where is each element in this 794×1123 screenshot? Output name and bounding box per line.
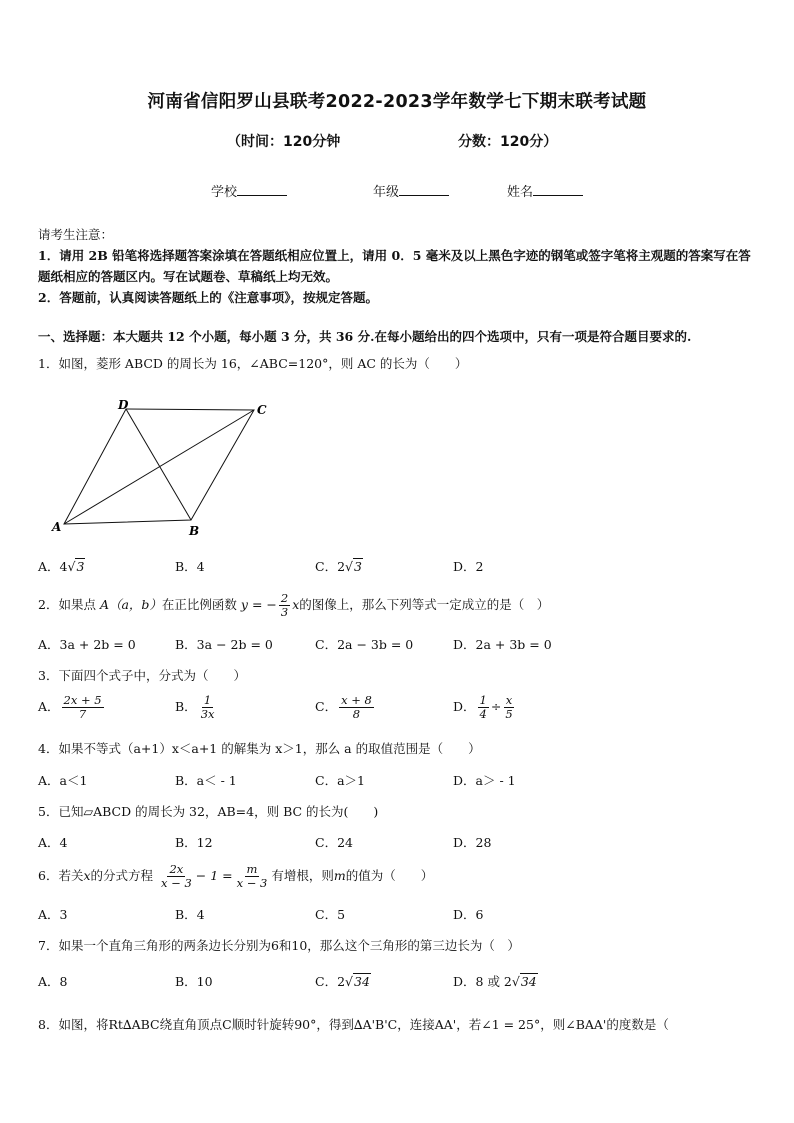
q1-option-c[interactable]: C．2√3 bbox=[315, 559, 362, 574]
q6-option-b[interactable]: B．4 bbox=[175, 907, 205, 922]
q1-option-d[interactable]: D．2 bbox=[453, 559, 484, 574]
page-title: 河南省信阳罗山县联考2022-2023学年数学七下期末联考试题 bbox=[147, 92, 647, 112]
q6-option-d[interactable]: D．6 bbox=[453, 907, 484, 922]
exam-score: 分数：120分） bbox=[458, 134, 558, 150]
q4-option-c[interactable]: C．a＞1 bbox=[315, 773, 365, 788]
q4-option-d[interactable]: D．a＞ - 1 bbox=[453, 773, 516, 788]
school-blank[interactable] bbox=[237, 183, 287, 196]
q6-stem: 6．若关x的分式方程 $\frac{2x}{x - 3}$ − 1 = $\frac{m}{x - 3}$ 有增根，则m的值为（ ） bbox=[38, 862, 434, 890]
name-label: 姓名 bbox=[507, 185, 534, 200]
label-d: D bbox=[118, 398, 129, 412]
q7-option-c[interactable]: C．2√34 bbox=[315, 974, 370, 989]
name-field bbox=[507, 181, 583, 200]
exam-time: （时间：120分钟 bbox=[227, 134, 341, 150]
notice-block bbox=[38, 224, 758, 308]
grade-blank[interactable] bbox=[399, 183, 449, 196]
name-blank[interactable] bbox=[533, 183, 583, 196]
q2-option-a[interactable]: A．3a + 2b = 0 bbox=[38, 637, 136, 652]
q2-option-b[interactable]: B．3a − 2b = 0 bbox=[175, 637, 273, 652]
q8-stem: 8．如图，将Rt∆ABC绕直角顶点C顺时针旋转90°，得到∆A'B'C，连接AA'，若∠1 = 25°，则∠BAA'的度数是（ bbox=[38, 1017, 669, 1032]
q5-option-c[interactable]: C．24 bbox=[315, 835, 353, 850]
notice-item-1: 1．请用 2B 铅笔将选择题答案涂填在答题纸相应位置上，请用 0．5 毫米及以上黑色字迹的钢笔或签字笔将主观题的答案写在答题纸相应的答题区内。写在试题卷、草稿纸上均无效。 bbox=[38, 248, 751, 284]
q7-option-d[interactable]: D．8 或 2√34 bbox=[453, 974, 537, 989]
grade-field bbox=[373, 181, 449, 200]
diagonal-ac bbox=[64, 410, 254, 524]
q2-option-c[interactable]: C．2a − 3b = 0 bbox=[315, 637, 414, 652]
q5-stem: 5．已知▱ABCD 的周长为 32，AB=4，则 BC 的长为( ) bbox=[38, 804, 379, 819]
rhombus-figure bbox=[48, 396, 288, 541]
q1-stem: 1．如图，菱形 ABCD 的周长为 16，∠ABC=120°，则 AC 的长为（ ） bbox=[38, 356, 468, 371]
q3-option-c[interactable]: C． $\frac{x + 8}{8}$ bbox=[315, 693, 372, 721]
q2-stem: 2．如果点 A（a，b）在正比例函数 y = − $\frac{2}{3}$ x的图像上，那么下列等式一定成立的是（ ） bbox=[38, 591, 550, 619]
school-label: 学校 bbox=[211, 185, 238, 200]
q7-option-a[interactable]: A．8 bbox=[38, 974, 68, 989]
q4-option-b[interactable]: B．a＜ - 1 bbox=[175, 773, 237, 788]
q2-option-d[interactable]: D．2a + 3b = 0 bbox=[453, 637, 552, 652]
q3-option-a[interactable]: A． $\frac{2x + 5}{7}$ bbox=[38, 693, 102, 721]
q5-option-d[interactable]: D．28 bbox=[453, 835, 492, 850]
notice-item-2: 2．答题前，认真阅读答题纸上的《注意事项》，按规定答题。 bbox=[38, 290, 378, 305]
q7-option-b[interactable]: B．10 bbox=[175, 974, 213, 989]
q5-option-a[interactable]: A．4 bbox=[38, 835, 68, 850]
q3-option-b[interactable]: B． $\frac{1}{3x}$ bbox=[175, 693, 215, 721]
q4-stem: 4．如果不等式（a+1）x＜a+1 的解集为 x＞1，那么 a 的取值范围是（ ） bbox=[38, 741, 481, 756]
label-b: B bbox=[189, 524, 200, 538]
q5-option-b[interactable]: B．12 bbox=[175, 835, 213, 850]
q6-option-a[interactable]: A．3 bbox=[38, 907, 68, 922]
notice-heading: 请考生注意： bbox=[38, 227, 114, 242]
section-heading: 一、选择题：本大题共 12 个小题，每小题 3 分，共 36 分.在每小题给出的四个选项中，只有一项是符合题目要求的. bbox=[38, 329, 692, 344]
label-a: A bbox=[52, 520, 62, 534]
q6-option-c[interactable]: C．5 bbox=[315, 907, 346, 922]
grade-label: 年级 bbox=[373, 185, 400, 200]
q3-stem: 3．下面四个式子中，分式为（ ） bbox=[38, 668, 246, 683]
q3-option-d[interactable]: D． $\frac{1}{4}$ ÷ $\frac{x}{5}$ bbox=[453, 693, 513, 721]
q1-option-a[interactable]: A．4√3 bbox=[38, 559, 85, 574]
q7-stem: 7．如果一个直角三角形的两条边长分别为6和10，那么这个三角形的第三边长为（ ） bbox=[38, 938, 520, 953]
diagonal-bd bbox=[126, 409, 191, 520]
label-c: C bbox=[257, 403, 267, 417]
q4-option-a[interactable]: A．a＜1 bbox=[38, 773, 88, 788]
school-field bbox=[211, 181, 287, 200]
q2-fraction: $\frac{2}{3}$ bbox=[280, 591, 289, 619]
q1-option-b[interactable]: B．4 bbox=[175, 559, 205, 574]
